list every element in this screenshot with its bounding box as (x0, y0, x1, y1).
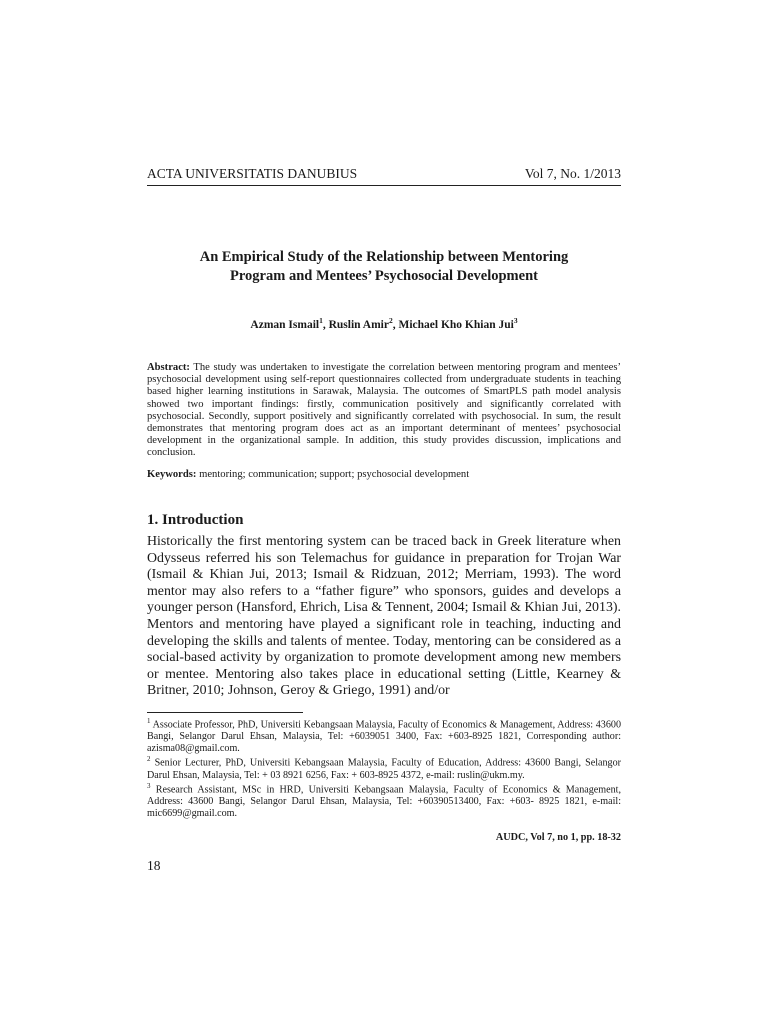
paper-title (147, 248, 621, 286)
keywords-label: Keywords: (147, 469, 197, 480)
abstract-text: The study was undertaken to investigate the correlation between mentoring program and mentees’ psychosocial development using self-report questionnaires collected from undergraduate students in teaching based higher learning institutions in Sarawak, Malaysia. The outcomes of SmartPLS path model analysis showed two important findings: firstly, communication positively and significantly correlated with psychosocial. Secondly, support positively and significantly correlated with psychosocial. In sum, the result demonstrates that mentoring program does act as an important determinant of mentees’ psychosocial development in the organizational sample. In addition, this study provides discussion, implications and conclusion. (147, 362, 621, 459)
volume-issue: Vol 7, No. 1/2013 (524, 166, 621, 181)
footnote-mark: 2 (147, 755, 151, 764)
section-heading: 1. Introduction (147, 512, 244, 528)
journal-name: ACTA UNIVERSITATIS DANUBIUS (147, 166, 358, 181)
author-separator: , (392, 318, 399, 331)
footnote-mark: 3 (147, 782, 151, 791)
footnote (147, 716, 621, 754)
body-paragraph: Historically the first mentoring system can be traced back in Greek literature when Odysseus referred his son Telemachus for guidance in preparation for Trojan War (Ismail & Khian Jui, 2013; Ismail & Ridzuan, 2012; Merriam, 1993). The word mentor may also refers to a “father figure” who sponsors, guides and develops a younger person (Hansford, Ehrich, Lisa & Tennent, 2004; Ismail & Khian Jui, 2013). Mentors and mentoring have played a significant role in teaching, inducting and developing the skills and talents of mentee. Today, mentoring can be considered as a social-based activity by organization to promote development among new members or mentee. Mentoring also takes place in educational setting (Little, Kearney & Britner, 2010; Johnson, Geroy & Griego, 1991) and/or (147, 534, 621, 699)
page-number: 18 (147, 858, 161, 873)
running-header (147, 166, 621, 186)
abstract-label: Abstract: (147, 362, 190, 373)
journal-citation: AUDC, Vol 7, no 1, pp. 18-32 (495, 832, 621, 843)
footnotes (147, 716, 621, 820)
author-name: Ruslin Amir (328, 318, 389, 331)
author-list (147, 316, 621, 331)
footnote-text: Associate Professor, PhD, Universiti Kebangsaan Malaysia, Faculty of Economics & Management, Address: 43600 Bangi, Selangor Darul Ehsan, Malaysia, Tel: +6039051 3400, Fax: +603-8925 1821, Corresponding author: azisma08@gmail.com. (147, 719, 621, 754)
keywords (147, 469, 621, 481)
author-name: Azman Ismail (250, 318, 320, 331)
footnote-mark: 1 (147, 717, 151, 725)
footnote (147, 781, 621, 819)
keywords-text: mentoring; communication; support; psychosocial development (196, 469, 470, 480)
author-name: Michael Kho Khian Jui (398, 318, 514, 331)
abstract (147, 362, 621, 460)
footnote-text: Senior Lecturer, PhD, Universiti Kebangsaan Malaysia, Faculty of Education, Address: 43600 Bangi, Selangor Darul Ehsan, Malaysia, Tel: + 03 8921 6256, Fax: + 603-8925 4372, e-mail: ruslin@ukm.my. (147, 757, 621, 781)
footnote-divider (147, 712, 303, 713)
author-separator: , (322, 318, 329, 331)
author-footnote-mark[interactable]: 1 (319, 316, 323, 325)
footnote (147, 754, 621, 781)
footnote-text: Research Assistant, MSc in HRD, Universiti Kebangsaan Malaysia, Faculty of Economics & Management, Address: 43600 Bangi, Selangor Darul Ehsan, Malaysia, Tel: +60390513400, Fax: +603- 8925 1821, e-mail: mic6699@gmail.com. (147, 784, 621, 819)
title-line-2: Program and Mentees’ Psychosocial Development (230, 268, 538, 284)
author-footnote-mark[interactable]: 2 (388, 316, 393, 325)
author-footnote-mark[interactable]: 3 (513, 316, 518, 325)
title-line-1: An Empirical Study of the Relationship between Mentoring (199, 249, 569, 265)
